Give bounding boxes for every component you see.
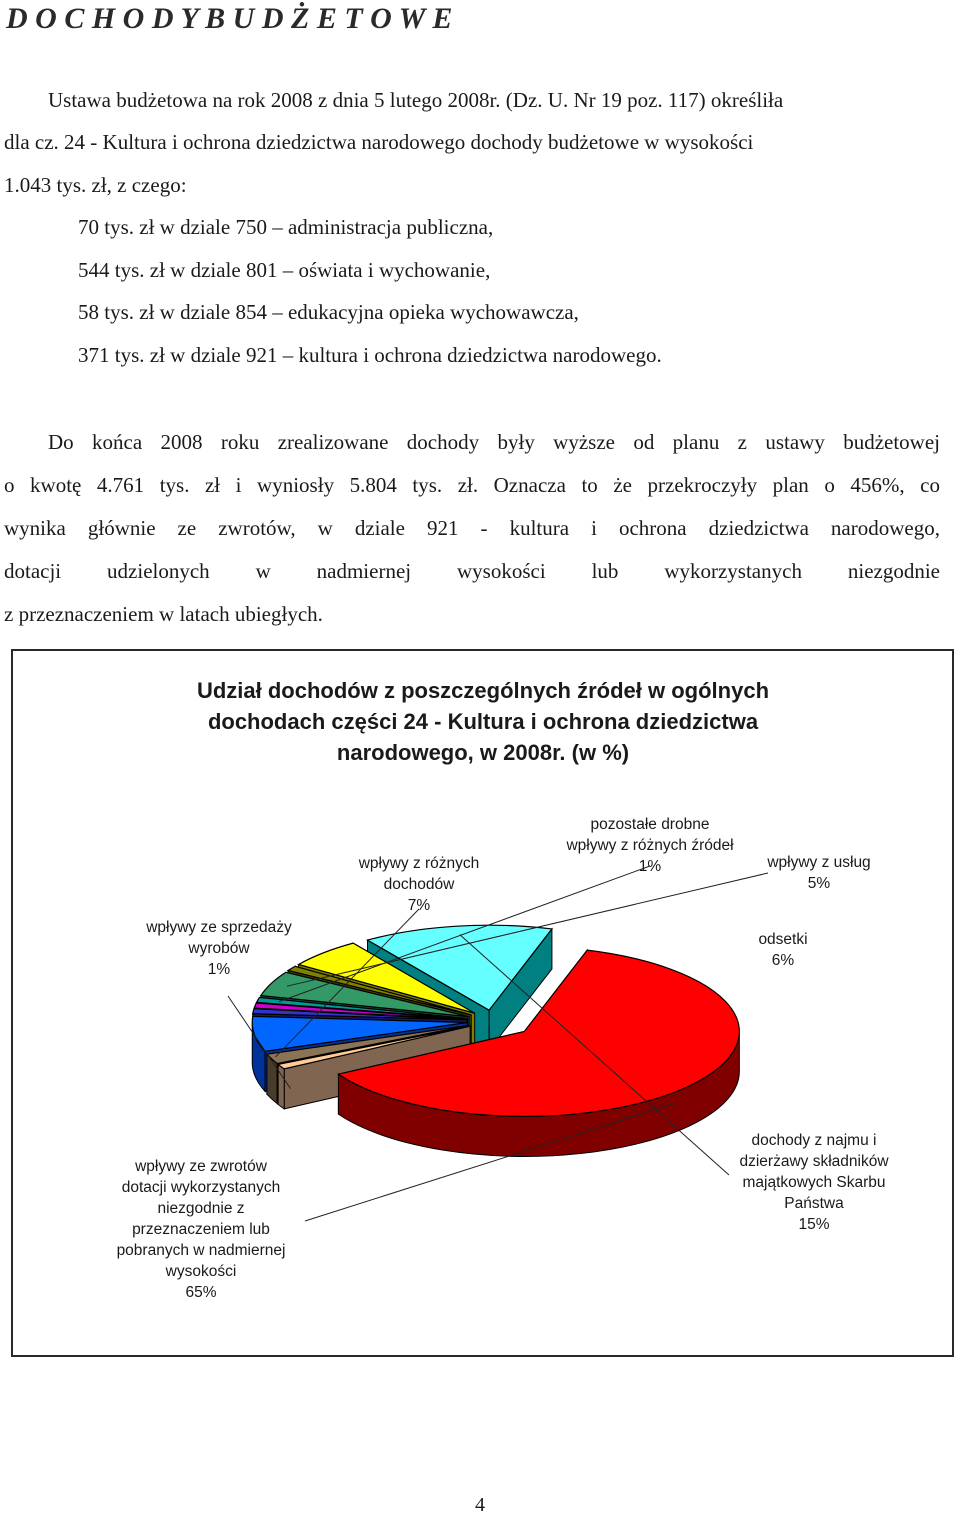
- paragraph-line-2: o kwotę 4.761 tys. zł i wyniosły 5.804 tys. zł. Oznacza to że przekroczyły plan o 456%, co: [4, 473, 940, 497]
- label-services: wpływy z usług 5%: [767, 854, 871, 892]
- page-number: 4: [475, 1494, 485, 1516]
- list-item-750: 70 tys. zł w dziale 750 – administracja publiczna,: [78, 215, 494, 239]
- chart-title-line-3: narodowego, w 2008r. (w %): [336, 740, 630, 765]
- chart-title-line-2: dochodach części 24 - Kultura i ochrona dziedzictwa: [207, 709, 759, 734]
- label-sales: wpływy ze sprzedaży wyrobów 1%: [146, 919, 292, 978]
- label-refunds: wpływy ze zwrotów dotacji wykorzystanych niezgodnie z przeznaczeniem lub pobranych w nadmiernej wysokości 65%: [116, 1158, 286, 1301]
- label-various-income: wpływy z różnych dochodów 7%: [358, 855, 480, 914]
- paragraph-line-4: dotacji udzielonych w nadmiernej wysokości lub wykorzystanych niezgodnie: [4, 559, 940, 583]
- paragraph-line-1: Do końca 2008 roku zrealizowane dochody były wyższe od planu z ustawy budżetowej: [48, 430, 940, 454]
- label-other-minor: pozostałe drobne wpływy z różnych źródeł 1%: [566, 816, 734, 875]
- paragraph-line-5: z przeznaczeniem w latach ubiegłych.: [4, 602, 323, 626]
- intro-line-2: dla cz. 24 - Kultura i ochrona dziedzictwa narodowego dochody budżetowe w wysokości: [4, 130, 754, 154]
- list-item-921: 371 tys. zł w dziale 921 – kultura i ochrona dziedzictwa narodowego.: [78, 343, 662, 367]
- chart-title-line-1: Udział dochodów z poszczególnych źródeł w ogólnych: [196, 678, 770, 703]
- label-interest: odsetki 6%: [758, 931, 808, 969]
- chart-frame: [11, 649, 954, 1357]
- label-rent: dochody z najmu i dzierżawy składników majątkowych Skarbu Państwa 15%: [739, 1132, 889, 1233]
- intro-line-3: 1.043 tys. zł, z czego:: [4, 173, 187, 197]
- paragraph-line-3: wynika głównie ze zwrotów, w dziale 921 - kultura i ochrona dziedzictwa narodowego,: [4, 516, 940, 540]
- intro-line-1: Ustawa budżetowa na rok 2008 z dnia 5 lutego 2008r. (Dz. U. Nr 19 poz. 117) określiła: [48, 88, 784, 112]
- page-heading: D O C H O D Y B U D Ż E T O W E: [6, 2, 453, 35]
- list-item-801: 544 tys. zł w dziale 801 – oświata i wychowanie,: [78, 258, 491, 282]
- list-item-854: 58 tys. zł w dziale 854 – edukacyjna opieka wychowawcza,: [78, 300, 579, 324]
